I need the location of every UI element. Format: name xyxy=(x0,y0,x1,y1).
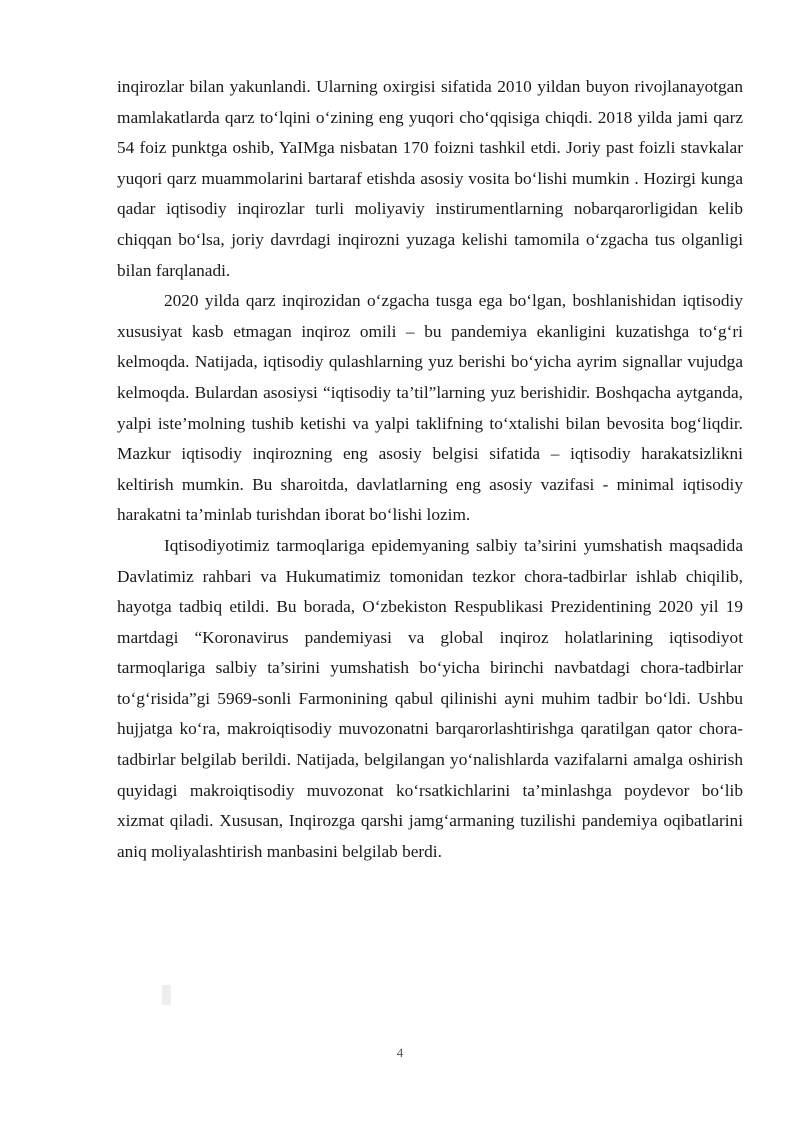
body-text xyxy=(117,72,743,867)
paragraph-3: Iqtisodiyotimiz tarmoqlariga epidemyaning salbiy ta’sirini yumshatish maqsadida Davlatimiz rahbari va Hukumatimiz tomonidan tezkor chora-tadbirlar ishlab chiqilib, hayotga tadbiq etildi. Bu borada, O‘zbekiston Respublikasi Prezidentining 2020 yil 19 martdagi “Koronavirus pandemiyasi va global inqiroz holatlarining iqtisodiyot tarmoqlariga salbiy ta’sirini yumshatish bo‘yicha birinchi navbatdagi chora-tadbirlar to‘g‘risida”gi 5969-sonli Farmonining qabul qilinishi ayni muhim tadbir bo‘ldi. Ushbu hujjatga ko‘ra, makroiqtisodiy muvozonatni barqarorlashtirishga qaratilgan qator chora-tadbirlar belgilab berildi. Natijada, belgilangan yo‘nalishlarda vazifalarni amalga oshirish quyidagi makroiqtisodiy muvozonat ko‘rsatkichlarini ta’minlashga poydevor bo‘lib xizmat qiladi. Xususan, Inqirozga qarshi jamg‘armaning tuzilishi pandemiya oqibatlarini aniq moliyalashtirish manbasini belgilab berdi. xyxy=(117,535,743,861)
page-number: 4 xyxy=(396,1045,404,1060)
paragraph-2: 2020 yilda qarz inqirozidan o‘zgacha tusga ega bo‘lgan, boshlanishidan iqtisodiy xususiyat kasb etmagan inqiroz omili – bu pandemiya ekanligini kuzatishga to‘g‘ri kelmoqda. Natijada, iqtisodiy qulashlarning yuz berishi bo‘yicha ayrim signallar vujudga kelmoqda. Bulardan asosiysi “iqtisodiy ta’til”larning yuz berishidir. Boshqacha aytganda, yalpi iste’molning tushib ketishi va yalpi taklifning to‘xtalishi bilan bevosita bog‘liqdir. Mazkur iqtisodiy inqirozning eng asosiy belgisi sifatida – iqtisodiy harakatsizlikni keltirish mumkin. Bu sharoitda, davlatlarning eng asosiy vazifasi - minimal iqtisodiy harakatni ta’minlab turishdan iborat bo‘lishi lozim. xyxy=(117,291,743,525)
paragraph-1: inqirozlar bilan yakunlandi. Ularning oxirgisi sifatida 2010 yildan buyon rivojlanayotgan mamlakatlarda qarz to‘lqini o‘zining eng yuqori cho‘qqisiga chiqdi. 2018 yilda jami qarz 54 foiz punktga oshib, YaIMga nisbatan 170 foizni tashkil etdi. Joriy past foizli stavkalar yuqori qarz muammolarini bartaraf etishda asosiy vosita bo‘lishi mumkin . Hozirgi kunga qadar iqtisodiy inqirozlar turli moliyaviy instirumentlarning nobarqarorligidan kelib chiqqan bo‘lsa, joriy davrdagi inqirozni yuzaga kelishi tamomila o‘zgacha tus olganligi bilan farqlanadi. xyxy=(117,77,743,280)
scan-artifact xyxy=(162,985,171,1005)
